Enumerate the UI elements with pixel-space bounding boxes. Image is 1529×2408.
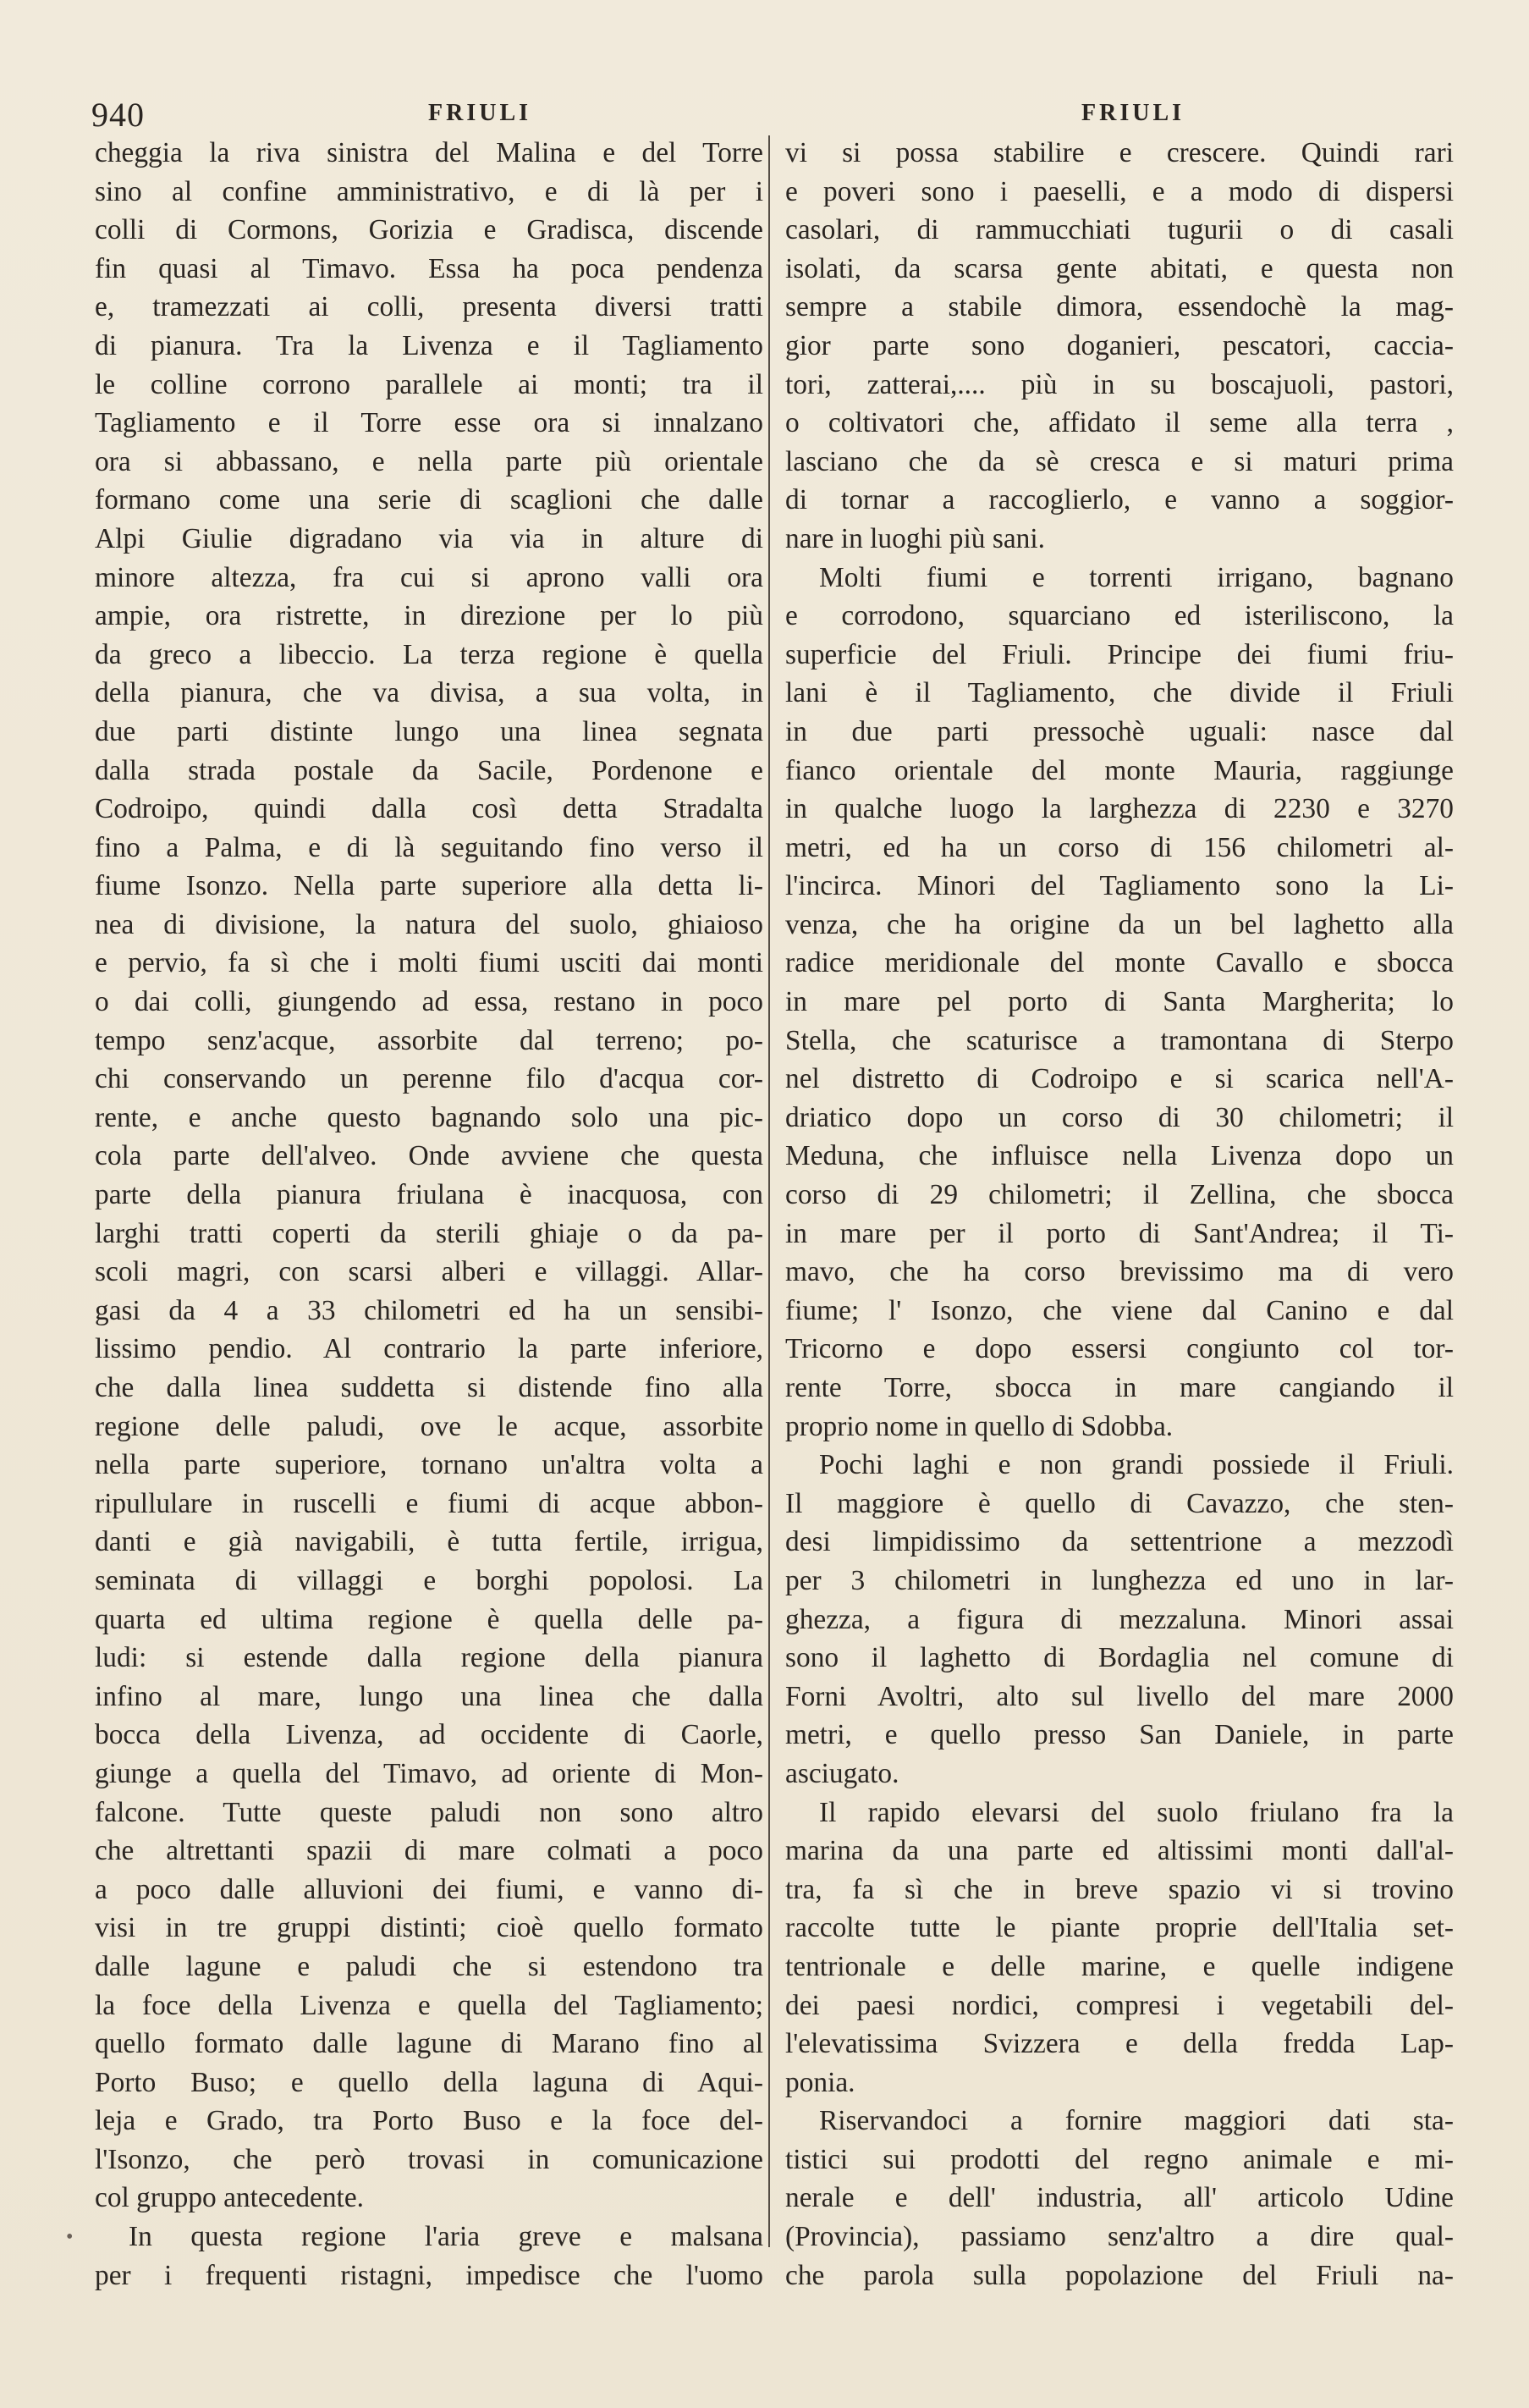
text-line: In questa regione l'aria greve e malsana bbox=[129, 2221, 763, 2253]
text-line: in mare pel porto di Santa Margherita; lo bbox=[785, 986, 1454, 1018]
text-line: col gruppo antecedente. bbox=[95, 2182, 364, 2214]
text-line: Molti fiumi e torrenti irrigano, bagnano bbox=[819, 561, 1454, 593]
text-line: tempo senz'acque, assorbite dal terreno; po- bbox=[95, 1024, 763, 1056]
text-line: fino a Palma, e di là seguitando fino verso il bbox=[95, 831, 763, 863]
text-line: fianco orientale del monte Mauria, raggiunge bbox=[785, 754, 1454, 786]
text-line: due parti distinte lungo una linea segnata bbox=[95, 715, 763, 747]
text-line: visi in tre gruppi distinti; cioè quello formato bbox=[95, 1912, 763, 1944]
text-line: nea di divisione, la natura del suolo, ghiaioso bbox=[95, 908, 763, 940]
text-line: fiume Isonzo. Nella parte superiore alla detta li- bbox=[95, 870, 763, 902]
text-line: ampie, ora ristrette, in direzione per lo più bbox=[95, 600, 763, 632]
text-line: venza, che ha origine da un bel laghetto alla bbox=[785, 908, 1454, 940]
text-line: driatico dopo un corso di 30 chilometri; il bbox=[785, 1101, 1454, 1133]
text-line: tra, fa sì che in breve spazio vi si trovino bbox=[785, 1873, 1454, 1905]
text-line: e corrodono, squarciano ed isteriliscono, la bbox=[785, 600, 1454, 632]
text-line: proprio nome in quello di Sdobba. bbox=[785, 1410, 1174, 1442]
text-line: e pervio, fa sì che i molti fiumi usciti dai monti bbox=[95, 947, 763, 979]
text-line: larghi tratti coperti da sterili ghiaje o da pa- bbox=[95, 1217, 763, 1249]
text-line: tori, zatterai,.... più in su boscajuoli, pastori, bbox=[785, 368, 1454, 400]
text-line: l'Isonzo, che però trovasi in comunicazione bbox=[95, 2143, 763, 2175]
text-line: Alpi Giulie digradano via via in alture di bbox=[95, 522, 763, 554]
text-line: lani è il Tagliamento, che divide il Friuli bbox=[785, 677, 1454, 709]
text-line: sono il laghetto di Bordaglia nel comune di bbox=[785, 1642, 1454, 1674]
text-line: ripullulare in ruscelli e fiumi di acque abbon- bbox=[95, 1487, 763, 1519]
text-line: vi si possa stabilire e crescere. Quindi rari bbox=[785, 137, 1454, 168]
text-line: formano come una serie di scaglioni che dalle bbox=[95, 484, 763, 516]
text-line: superficie del Friuli. Principe dei fiumi friu- bbox=[785, 638, 1454, 670]
text-line: che dalla linea suddetta si distende fino alla bbox=[95, 1372, 763, 1403]
margin-mark: • bbox=[66, 2226, 74, 2248]
text-line: seminata di villaggi e borghi popolosi. La bbox=[95, 1564, 763, 1596]
running-head-left: FRIULI bbox=[428, 100, 532, 126]
text-line: nare in luoghi più sani. bbox=[785, 522, 1045, 554]
text-line: rente, e anche questo bagnando solo una pic- bbox=[95, 1101, 763, 1133]
text-line: ora si abbassano, e nella parte più orientale bbox=[95, 445, 763, 477]
text-line: Tagliamento e il Torre esse ora si innalzano bbox=[95, 407, 763, 439]
text-line: cheggia la riva sinistra del Malina e del Torre bbox=[95, 137, 763, 168]
text-line: isolati, da scarsa gente abitati, e questa non bbox=[785, 252, 1454, 284]
text-line: dei paesi nordici, compresi i vegetabili del- bbox=[785, 1989, 1454, 2021]
text-line: cola parte dell'alveo. Onde avviene che questa bbox=[95, 1140, 763, 1172]
text-line: da greco a libeccio. La terza regione è quella bbox=[95, 638, 763, 670]
text-line: a poco dalle alluvioni dei fiumi, e vanno di- bbox=[95, 1873, 763, 1905]
text-line: dalle lagune e paludi che si estendono tra bbox=[95, 1950, 763, 1982]
text-line: in due parti pressochè uguali: nasce dal bbox=[785, 715, 1454, 747]
text-line: rente Torre, sbocca in mare cangiando il bbox=[785, 1372, 1454, 1403]
text-line: casolari, di rammucchiati tugurii o di casali bbox=[785, 214, 1454, 246]
text-line: parte della pianura friulana è inacquosa, con bbox=[95, 1179, 763, 1211]
text-line: marina da una parte ed altissimi monti dall'al- bbox=[785, 1835, 1454, 1867]
text-line: mavo, che ha corso brevissimo ma di vero bbox=[785, 1256, 1454, 1288]
text-line: minore altezza, fra cui si aprono valli ora bbox=[95, 561, 763, 593]
text-line: e poveri sono i paeselli, e a modo di dispersi bbox=[785, 175, 1454, 207]
text-line: fin quasi al Timavo. Essa ha poca pendenza bbox=[95, 252, 763, 284]
text-line: lissimo pendio. Al contrario la parte inferiore, bbox=[95, 1333, 763, 1365]
text-line: fiume; l' Isonzo, che viene dal Canino e dal bbox=[785, 1294, 1454, 1326]
text-line: tistici sui prodotti del regno animale e mi- bbox=[785, 2143, 1454, 2175]
text-line: danti e già navigabili, è tutta fertile, irrigua, bbox=[95, 1526, 763, 1558]
text-line: che parola sulla popolazione del Friuli na- bbox=[785, 2259, 1454, 2291]
text-line: l'elevatissima Svizzera e della fredda Lap- bbox=[785, 2028, 1454, 2060]
text-line: lasciano che da sè cresca e si maturi prima bbox=[785, 445, 1454, 477]
text-line: in mare per il porto di Sant'Andrea; il Ti- bbox=[785, 1217, 1454, 1249]
left-column bbox=[95, 134, 763, 2295]
text-line: leja e Grado, tra Porto Buso e la foce del- bbox=[95, 2105, 763, 2137]
text-line: regione delle paludi, ove le acque, assorbite bbox=[95, 1410, 763, 1442]
text-line: Il rapido elevarsi del suolo friulano fra la bbox=[819, 1796, 1454, 1828]
right-column bbox=[785, 134, 1454, 2295]
text-line: tentrionale e delle marine, e quelle indigene bbox=[785, 1950, 1454, 1982]
text-line: falcone. Tutte queste paludi non sono altro bbox=[95, 1796, 763, 1828]
text-line: di pianura. Tra la Livenza e il Tagliamento bbox=[95, 329, 763, 361]
text-line: giunge a quella del Timavo, ad oriente di Mon- bbox=[95, 1757, 763, 1789]
text-line: gior parte sono doganieri, pescatori, caccia- bbox=[785, 329, 1454, 361]
text-line: scoli magri, con scarsi alberi e villaggi. Allar- bbox=[95, 1256, 763, 1288]
text-line: la foce della Livenza e quella del Tagliamento; bbox=[95, 1989, 763, 2021]
text-line: e, tramezzati ai colli, presenta diversi tratti bbox=[95, 291, 763, 323]
text-line: infino al mare, lungo una linea che dalla bbox=[95, 1680, 763, 1712]
text-line: raccolte tutte le piante proprie dell'Italia set- bbox=[785, 1912, 1454, 1944]
text-line: Il maggiore è quello di Cavazzo, che sten- bbox=[785, 1487, 1454, 1519]
text-line: Codroipo, quindi dalla così detta Stradalta bbox=[95, 793, 763, 825]
text-line: sino al confine amministrativo, e di là per i bbox=[95, 175, 763, 207]
text-line: asciugato. bbox=[785, 1757, 899, 1789]
text-line: della pianura, che va divisa, a sua volta, in bbox=[95, 677, 763, 709]
text-line: l'incirca. Minori del Tagliamento sono la Li- bbox=[785, 870, 1454, 902]
text-line: Meduna, che influisce nella Livenza dopo un bbox=[785, 1140, 1454, 1172]
text-line: metri, e quello presso San Daniele, in parte bbox=[785, 1719, 1454, 1751]
text-line: in qualche luogo la larghezza di 2230 e 3270 bbox=[785, 793, 1454, 825]
text-line: corso di 29 chilometri; il Zellina, che sbocca bbox=[785, 1179, 1454, 1211]
text-line: che altrettanti spazii di mare colmati a poco bbox=[95, 1835, 763, 1867]
text-line: bocca della Livenza, ad occidente di Caorle, bbox=[95, 1719, 763, 1751]
page-number: 940 bbox=[91, 96, 145, 134]
text-line: Porto Buso; e quello della laguna di Aqui- bbox=[95, 2066, 763, 2098]
column-divider bbox=[768, 135, 770, 2247]
text-line: ludi: si estende dalla regione della pianura bbox=[95, 1642, 763, 1674]
text-line: di tornar a raccoglierlo, e vanno a soggior- bbox=[785, 484, 1454, 516]
text-line: sempre a stabile dimora, essendochè la mag- bbox=[785, 291, 1454, 323]
running-head-right: FRIULI bbox=[1081, 100, 1185, 126]
text-line: Tricorno e dopo essersi congiunto col tor- bbox=[785, 1333, 1454, 1365]
text-line: per i frequenti ristagni, impedisce che l'uomo bbox=[95, 2259, 763, 2291]
text-line: o dai colli, giungendo ad essa, restano in poco bbox=[95, 986, 763, 1018]
text-line: dalla strada postale da Sacile, Pordenone e bbox=[95, 754, 763, 786]
text-line: radice meridionale del monte Cavallo e sbocca bbox=[785, 947, 1454, 979]
text-line: Forni Avoltri, alto sul livello del mare 2000 bbox=[785, 1680, 1454, 1712]
text-line: Stella, che scaturisce a tramontana di Sterpo bbox=[785, 1024, 1454, 1056]
text-line: quarta ed ultima regione è quella delle pa- bbox=[95, 1603, 763, 1635]
text-line: desi limpidissimo da settentrione a mezzodì bbox=[785, 1526, 1454, 1558]
text-line: per 3 chilometri in lunghezza ed uno in lar- bbox=[785, 1564, 1454, 1596]
text-line: Riservandoci a fornire maggiori dati sta- bbox=[819, 2105, 1454, 2137]
text-line: nella parte superiore, tornano un'altra volta a bbox=[95, 1449, 763, 1481]
text-line: quello formato dalle lagune di Marano fino al bbox=[95, 2028, 763, 2060]
text-line: (Provincia), passiamo senz'altro a dire qual- bbox=[785, 2221, 1454, 2253]
text-line: ponia. bbox=[785, 2066, 855, 2098]
text-line: o coltivatori che, affidato il seme alla terra , bbox=[785, 407, 1454, 439]
text-line: gasi da 4 a 33 chilometri ed ha un sensibi- bbox=[95, 1294, 763, 1326]
text-line: Pochi laghi e non grandi possiede il Friuli. bbox=[819, 1449, 1454, 1481]
text-line: nerale e dell' industria, all' articolo Udine bbox=[785, 2182, 1454, 2214]
text-line: le colline corrono parallele ai monti; tra il bbox=[95, 368, 763, 400]
text-line: ghezza, a figura di mezzaluna. Minori assai bbox=[785, 1603, 1454, 1635]
text-line: metri, ed ha un corso di 156 chilometri al- bbox=[785, 831, 1454, 863]
text-line: colli di Cormons, Gorizia e Gradisca, discende bbox=[95, 214, 763, 246]
text-line: chi conservando un perenne filo d'acqua cor- bbox=[95, 1063, 763, 1095]
text-line: nel distretto di Codroipo e si scarica nell'A- bbox=[785, 1063, 1454, 1095]
